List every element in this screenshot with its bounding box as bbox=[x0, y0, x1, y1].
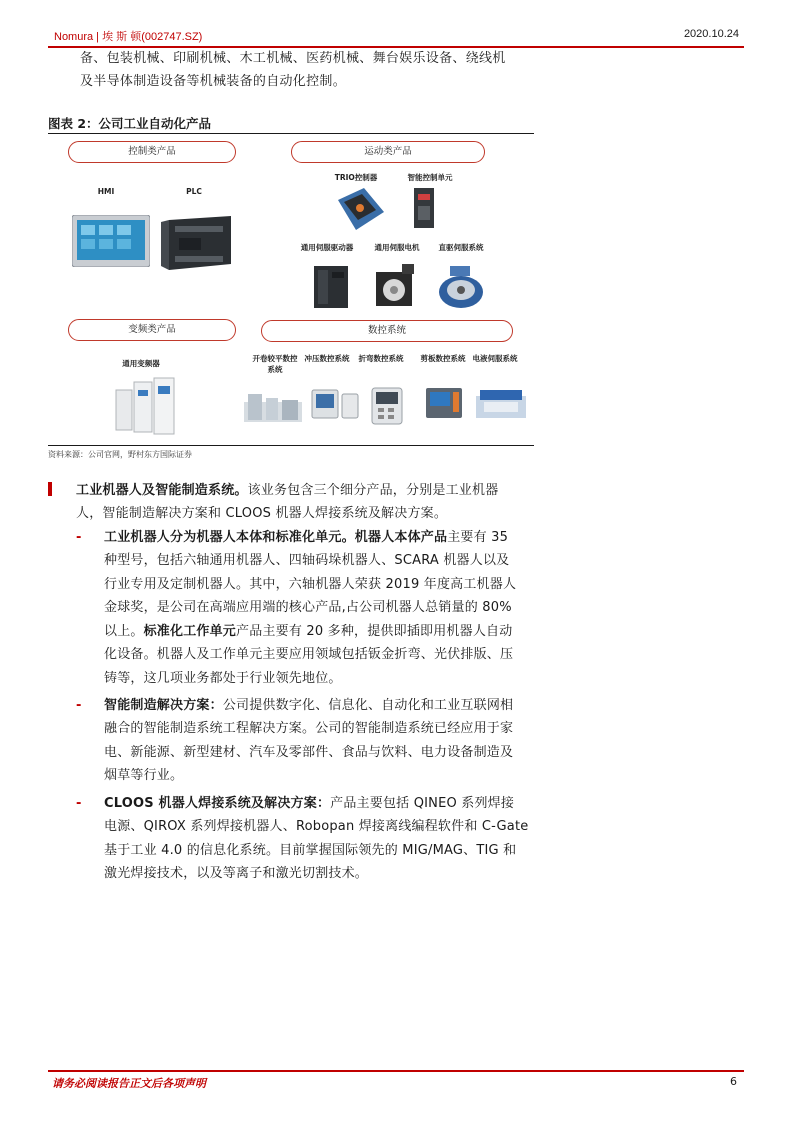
group-motion-products: 运动类产品 bbox=[291, 141, 485, 163]
intro-line-2: 及半导体制造设备等机械装备的自动化控制。 bbox=[80, 74, 347, 89]
label-servo-motor: 通用伺服电机 bbox=[374, 243, 420, 252]
electro-hydraulic-servo-image bbox=[476, 388, 526, 420]
label-plc: PLC bbox=[186, 187, 202, 196]
label-inverter: 通用变频器 bbox=[122, 359, 160, 368]
section-text-2: 人，智能制造解决方案和 CLOOS 机器人焊接系统及解决方案。 bbox=[76, 506, 448, 521]
item-3-bold: CLOOS 机器人焊接系统及解决方案： bbox=[104, 796, 331, 811]
hmi-image bbox=[72, 215, 150, 267]
item-1-line-2: 种型号，包括六轴通用机器人、四轴码垛机器人、SCARA 机器人以及 bbox=[104, 553, 510, 568]
label-hmi: HMI bbox=[97, 187, 115, 196]
cnc-shearing-image bbox=[424, 386, 464, 420]
item-3-dash: - bbox=[76, 796, 82, 811]
label-electro-hydraulic-servo: 电液伺服系统 bbox=[472, 354, 518, 363]
item-1-dash: - bbox=[76, 530, 82, 545]
label-servo-driver: 通用伺服驱动器 bbox=[300, 243, 354, 252]
cnc-stamping-image bbox=[310, 388, 360, 422]
page-number: 6 bbox=[730, 1075, 737, 1088]
figure-bottom-rule bbox=[48, 445, 534, 446]
intro-line-1: 备、包装机械、印刷机械、木工机械、医药机械、舞台娱乐设备、绕线机 bbox=[80, 51, 506, 66]
section-text-1: 该业务包含三个细分产品，分别是工业机器 bbox=[247, 483, 499, 498]
footer-disclaimer: 请务必阅读报告正文后各项声明 bbox=[52, 1077, 206, 1090]
item-1-line-6: 化设备。机器人及工作单元主要应用领域包括钣金折弯、光伏排版、压 bbox=[104, 647, 514, 662]
item-3-line-1: CLOOS 机器人焊接系统及解决方案：产品主要包括 QINEO 系列焊接 bbox=[104, 796, 515, 811]
label-trio-controller: TRIO控制器 bbox=[334, 173, 378, 182]
item-1-bold: 工业机器人分为机器人本体和标准化单元。机器人本体产品 bbox=[104, 530, 448, 545]
item-2-line-1: 智能制造解决方案：公司提供数字化、信息化、自动化和工业互联网相 bbox=[104, 698, 514, 713]
item-1-line-4: 金球奖，是公司在高端应用端的核心产品,占公司机器人总销量的 80% bbox=[104, 600, 512, 615]
item-2-bold: 智能制造解决方案： bbox=[104, 698, 223, 713]
smart-control-unit-image bbox=[410, 186, 438, 230]
inverter-image bbox=[114, 376, 176, 436]
label-smart-control-unit: 智能控制单元 bbox=[407, 173, 453, 182]
label-cnc-shearing: 剪板数控系统 bbox=[420, 354, 466, 363]
item-2-line-2: 融合的智能制造系统工程解决方案。公司的智能制造系统已经应用于家 bbox=[104, 721, 514, 736]
section-heading: 工业机器人及智能制造系统。 bbox=[76, 483, 248, 498]
report-date: 2020.10.24 bbox=[683, 28, 739, 40]
item-3-line-3: 基于工业 4.0 的信息化系统。目前掌握国际领先的 MIG/MAG、TIG 和 bbox=[104, 843, 517, 858]
item-1-line-3: 行业专用及定制机器人。其中，六轴机器人荣获 2019 年度高工机器人 bbox=[104, 577, 517, 592]
footer-rule bbox=[48, 1070, 744, 1072]
item-1-bold-2: 标准化工作单元 bbox=[143, 624, 237, 639]
report-header-left: Nomura | 埃 斯 顿(002747.SZ) bbox=[54, 31, 203, 43]
item-1-line-1: 工业机器人分为机器人本体和标准化单元。机器人本体产品主要有 35 bbox=[104, 530, 509, 545]
servo-motor-image bbox=[372, 262, 418, 310]
label-cnc-bending: 折弯数控系统 bbox=[358, 354, 404, 363]
item-3-line-2: 电源、QIROX 系列焊接机器人、Robopan 焊接离线编程软件和 C-Gate bbox=[104, 819, 529, 834]
item-2-line-3: 电、新能源、新型建材、汽车及零部件、食品与饮料、电力设备制造及 bbox=[104, 745, 514, 760]
servo-driver-image bbox=[308, 264, 352, 310]
label-direct-drive-servo: 直驱伺服系统 bbox=[438, 243, 484, 252]
group-inverter-products: 变频类产品 bbox=[68, 319, 236, 341]
label-cnc-stamping: 冲压数控系统 bbox=[304, 354, 350, 363]
direct-drive-servo-image bbox=[436, 262, 486, 310]
section-bullet-marker bbox=[48, 482, 52, 496]
item-1-line-7: 铸等，这几项业务都处于行业领先地位。 bbox=[104, 671, 342, 686]
cnc-uncoiler-image bbox=[244, 392, 302, 424]
figure-top-rule bbox=[48, 133, 534, 134]
group-control-products: 控制类产品 bbox=[68, 141, 236, 163]
figure-title: 图表 2：公司工业自动化产品 bbox=[48, 116, 212, 131]
figure-source: 资料来源：公司官网，野村东方国际证券 bbox=[48, 450, 192, 459]
plc-image bbox=[161, 212, 231, 270]
cnc-bending-image bbox=[370, 386, 404, 426]
section-heading-line-1 bbox=[76, 479, 546, 503]
item-1-line-5: 以上。标准化工作单元产品主要有 20 多种，提供即插即用机器人自动 bbox=[104, 624, 513, 639]
label-cnc-uncoiler: 开卷较平数控系统 bbox=[252, 354, 298, 374]
item-2-dash: - bbox=[76, 698, 82, 713]
item-3-line-4: 激光焊接技术，以及等离子和激光切割技术。 bbox=[104, 866, 369, 881]
item-2-line-4: 烟草等行业。 bbox=[104, 768, 184, 783]
group-cnc-systems: 数控系统 bbox=[261, 320, 513, 342]
trio-controller-image bbox=[334, 186, 386, 232]
